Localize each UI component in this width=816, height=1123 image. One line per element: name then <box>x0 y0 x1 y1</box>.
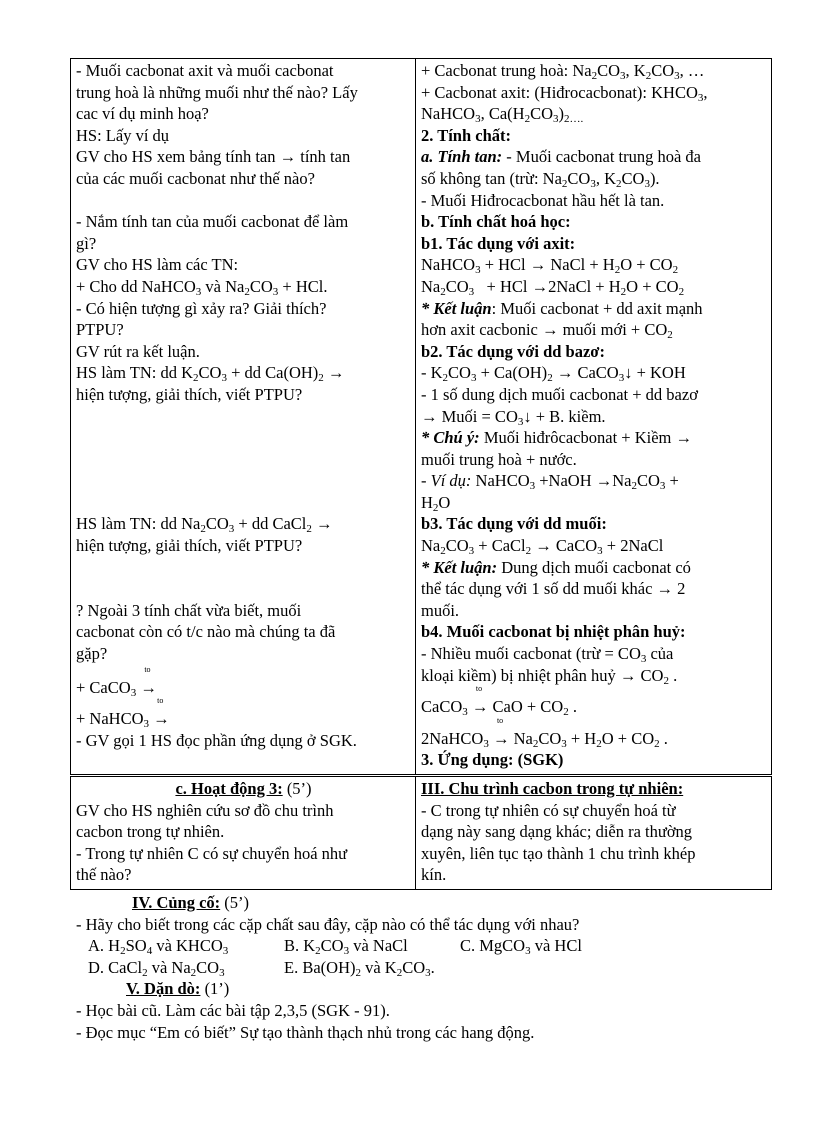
table-row <box>71 59 772 776</box>
student-task: HS: Lấy ví dụ <box>76 125 170 145</box>
teacher-task: GV cho HS xem bảng tính tan → tính tan <box>76 147 351 167</box>
example: - Ví dụ: NaHCO$_3$ +NaOH $\to Na_2CO_3$ + <box>421 471 679 493</box>
heat-caco3: + CaCO$_3$ to → <box>76 664 157 699</box>
section-heading: b. Tính chất hoá học: <box>421 212 571 232</box>
subsection-heading: b3. Tác dụng với dd muối: <box>421 514 607 534</box>
equation: $Na_2CO_3$ + HCl →2NaCl + $H_2O + CO_2$ <box>421 276 685 298</box>
conclusion-cont: muối. <box>421 600 460 620</box>
teacher-activity-cell <box>71 776 416 890</box>
content-text: - C trong tự nhiên có sự chuyển hoá từ <box>421 800 676 820</box>
student-task: hiện tượng, giải thích, viết PTPU? <box>76 384 303 404</box>
teacher-task: GV cho HS nghiên cứu sơ đồ chu trình <box>76 800 334 820</box>
acid-carbonates-cont: NaHCO$_3$, $Ca(H_2CO_3)_{2\dots.}$ <box>421 104 584 126</box>
section-heading: 3. Ứng dụng: (SGK) <box>421 750 564 770</box>
question-text: ? Ngoài 3 tính chất vừa biết, muối <box>76 600 302 620</box>
student-task: hiện tượng, giải thích, viết PTPU? <box>76 536 303 556</box>
option-e: E. $Ba(OH)_2$ và $K_2CO_3$. <box>284 957 435 979</box>
conclusion-cont: thể tác dụng với 1 số dd muối khác → 2 <box>421 579 686 599</box>
question-text: - Muối cacbonat axit và muối cacbonat <box>76 61 334 80</box>
question-text: cac ví dụ minh hoạ? <box>76 104 209 124</box>
experiment-nahco3: + Cho dd NaHCO$_3$ và $Na_2CO_3$ + HCl. <box>76 276 328 298</box>
after-table <box>70 892 770 1043</box>
homework-text: - Học bài cũ. Làm các bài tập 2,3,5 (SGK - 91). <box>76 1000 390 1020</box>
options-row-1 <box>70 935 770 957</box>
solubility: a. Tính tan: - Muối cacbonat trung hoà đa <box>421 147 702 167</box>
teacher-task: GV rút ra kết luận. <box>76 341 200 361</box>
lesson-table <box>70 58 772 890</box>
content-text: dạng này sang dạng khác; diễn ra thường <box>421 822 693 842</box>
option-d: D. CaCl$_2$ và $Na_2CO_3$ <box>88 957 225 979</box>
conclusion-cont: hơn axit cacbonic → muối mới + $CO_2$ <box>421 320 673 342</box>
option-a: A. $H_2SO_4$ và $KHCO_3$ <box>88 936 229 958</box>
heat-nahco3: + NaHCO$_3$ to → <box>76 696 170 731</box>
lesson-page <box>70 58 770 1043</box>
neutral-carbonates: + Cacbonat trung hoà: $Na_2CO_3$, $K_2CO_3$, … <box>421 61 705 82</box>
teacher-task: cacbon trong tự nhiên. <box>76 822 225 842</box>
consolidation-heading: IV. Củng cố: (5’) <box>132 892 250 912</box>
question-text: thế nào? <box>76 865 132 885</box>
section-heading: 2. Tính chất: <box>421 125 512 145</box>
question-text: gặp? <box>76 644 108 664</box>
experiment-cacl2: HS làm TN: dd $Na_2CO_3$ + dd CaCl$_2$ → <box>76 514 333 536</box>
question-text: - Nắm tính tan của muối cacbonat để làm <box>76 212 349 232</box>
equation: CaCO$_3$ to → CaO + $CO_2$ . <box>421 684 577 719</box>
question-text: cacbonat còn có t/c nào mà chúng ta đã <box>76 622 336 642</box>
equation: - $K_2CO_3 + Ca(OH)_2$ → CaCO$_3$↓ + KOH <box>421 363 686 385</box>
attention-note: * Chú ý: Muối hiđrôcacbonat + Kiềm → <box>421 428 692 448</box>
subsection-heading: b2. Tác dụng với dd bazơ: <box>421 341 605 361</box>
question-text: gì? <box>76 233 97 253</box>
homework-heading: V. Dặn dò: (1’) <box>126 979 230 999</box>
decomposition-text: - Nhiều muối cacbonat (trừ = $CO_3$ của <box>421 644 674 666</box>
question-text: PTPU? <box>76 320 124 340</box>
note-text: → Muối = $CO_3↓ + B$. kiềm. <box>421 406 606 428</box>
subsection-heading: b1. Tác dụng với axit: <box>421 233 576 253</box>
solubility-note: - Muối Hiđrocacbonat hầu hết là tan. <box>421 190 665 210</box>
option-b: B. $K_2CO_3$ và NaCl <box>284 936 408 958</box>
question-text: trung hoà là những muối như thế nào? Lấy <box>76 82 358 102</box>
note-text: - 1 số dung dịch muối cacbonat + dd bazơ <box>421 384 698 404</box>
teacher-task: - GV gọi 1 HS đọc phần ứng dụng ở SGK. <box>76 730 357 750</box>
activity-3-heading: c. Hoạt động 3: (5’) <box>175 779 312 798</box>
teacher-task: GV cho HS làm các TN: <box>76 255 239 275</box>
consolidation-question: - Hãy cho biết trong các cặp chất sau đây, cặp nào có thể tác dụng với nhau? <box>76 914 580 934</box>
option-c: C. MgCO$_3$ và HCl <box>460 936 582 958</box>
content-text: xuyên, liên tục tạo thành 1 chu trình khép <box>421 843 696 863</box>
content-text: kín. <box>421 865 447 885</box>
question-text: - Trong tự nhiên C có sự chuyển hoá như <box>76 843 348 863</box>
attention-note-cont: muối trung hoà + nước. <box>421 449 577 469</box>
example-cont: $H_2O$ <box>421 492 451 514</box>
acid-carbonates: + Cacbonat axit: (Hiđrocacbonat): $KHCO_3$, <box>421 82 708 104</box>
options-row-2 <box>70 957 770 979</box>
equation: NaHCO$_3$ + HCl → NaCl + $H_2O + CO_2$ <box>421 255 679 277</box>
subsection-heading: b4. Muối cacbonat bị nhiệt phân huỷ: <box>421 622 686 642</box>
content-cell <box>416 776 772 890</box>
conclusion: * Kết luận: Muối cacbonat + dd axit mạnh <box>421 298 703 318</box>
homework-text: - Đọc mục “Em có biết” Sự tạo thành thạch nhủ trong các hang động. <box>76 1022 535 1042</box>
section-heading: III. Chu trình cacbon trong tự nhiên: <box>421 779 684 798</box>
table-row <box>71 776 772 890</box>
equation: 2NaHCO$_3$ to → $Na_2CO_3 + H_2O + CO_2$ . <box>421 715 668 750</box>
experiment-k2co3: HS làm TN: dd $K_2CO_3$ + dd $Ca(OH)_2$ → <box>76 363 345 385</box>
decomposition-text: kloại kiềm) bị nhiệt phân huỷ → $CO_2$ . <box>421 665 678 687</box>
teacher-task: của các muối cacbonat như thế nào? <box>76 168 315 188</box>
content-cell <box>416 59 772 776</box>
equation: $Na_2CO_3$ + CaCl$_2$ → CaCO$_3$ + 2NaCl <box>421 536 664 558</box>
question-text: - Có hiện tượng gì xảy ra? Giải thích? <box>76 298 327 318</box>
solubility-cont: số không tan (trừ: $Na_2CO_3$, $K_2CO_3$). <box>421 168 660 190</box>
teacher-activity-cell <box>71 59 416 776</box>
conclusion: * Kết luận: Dung dịch muối cacbonat có <box>421 557 691 577</box>
